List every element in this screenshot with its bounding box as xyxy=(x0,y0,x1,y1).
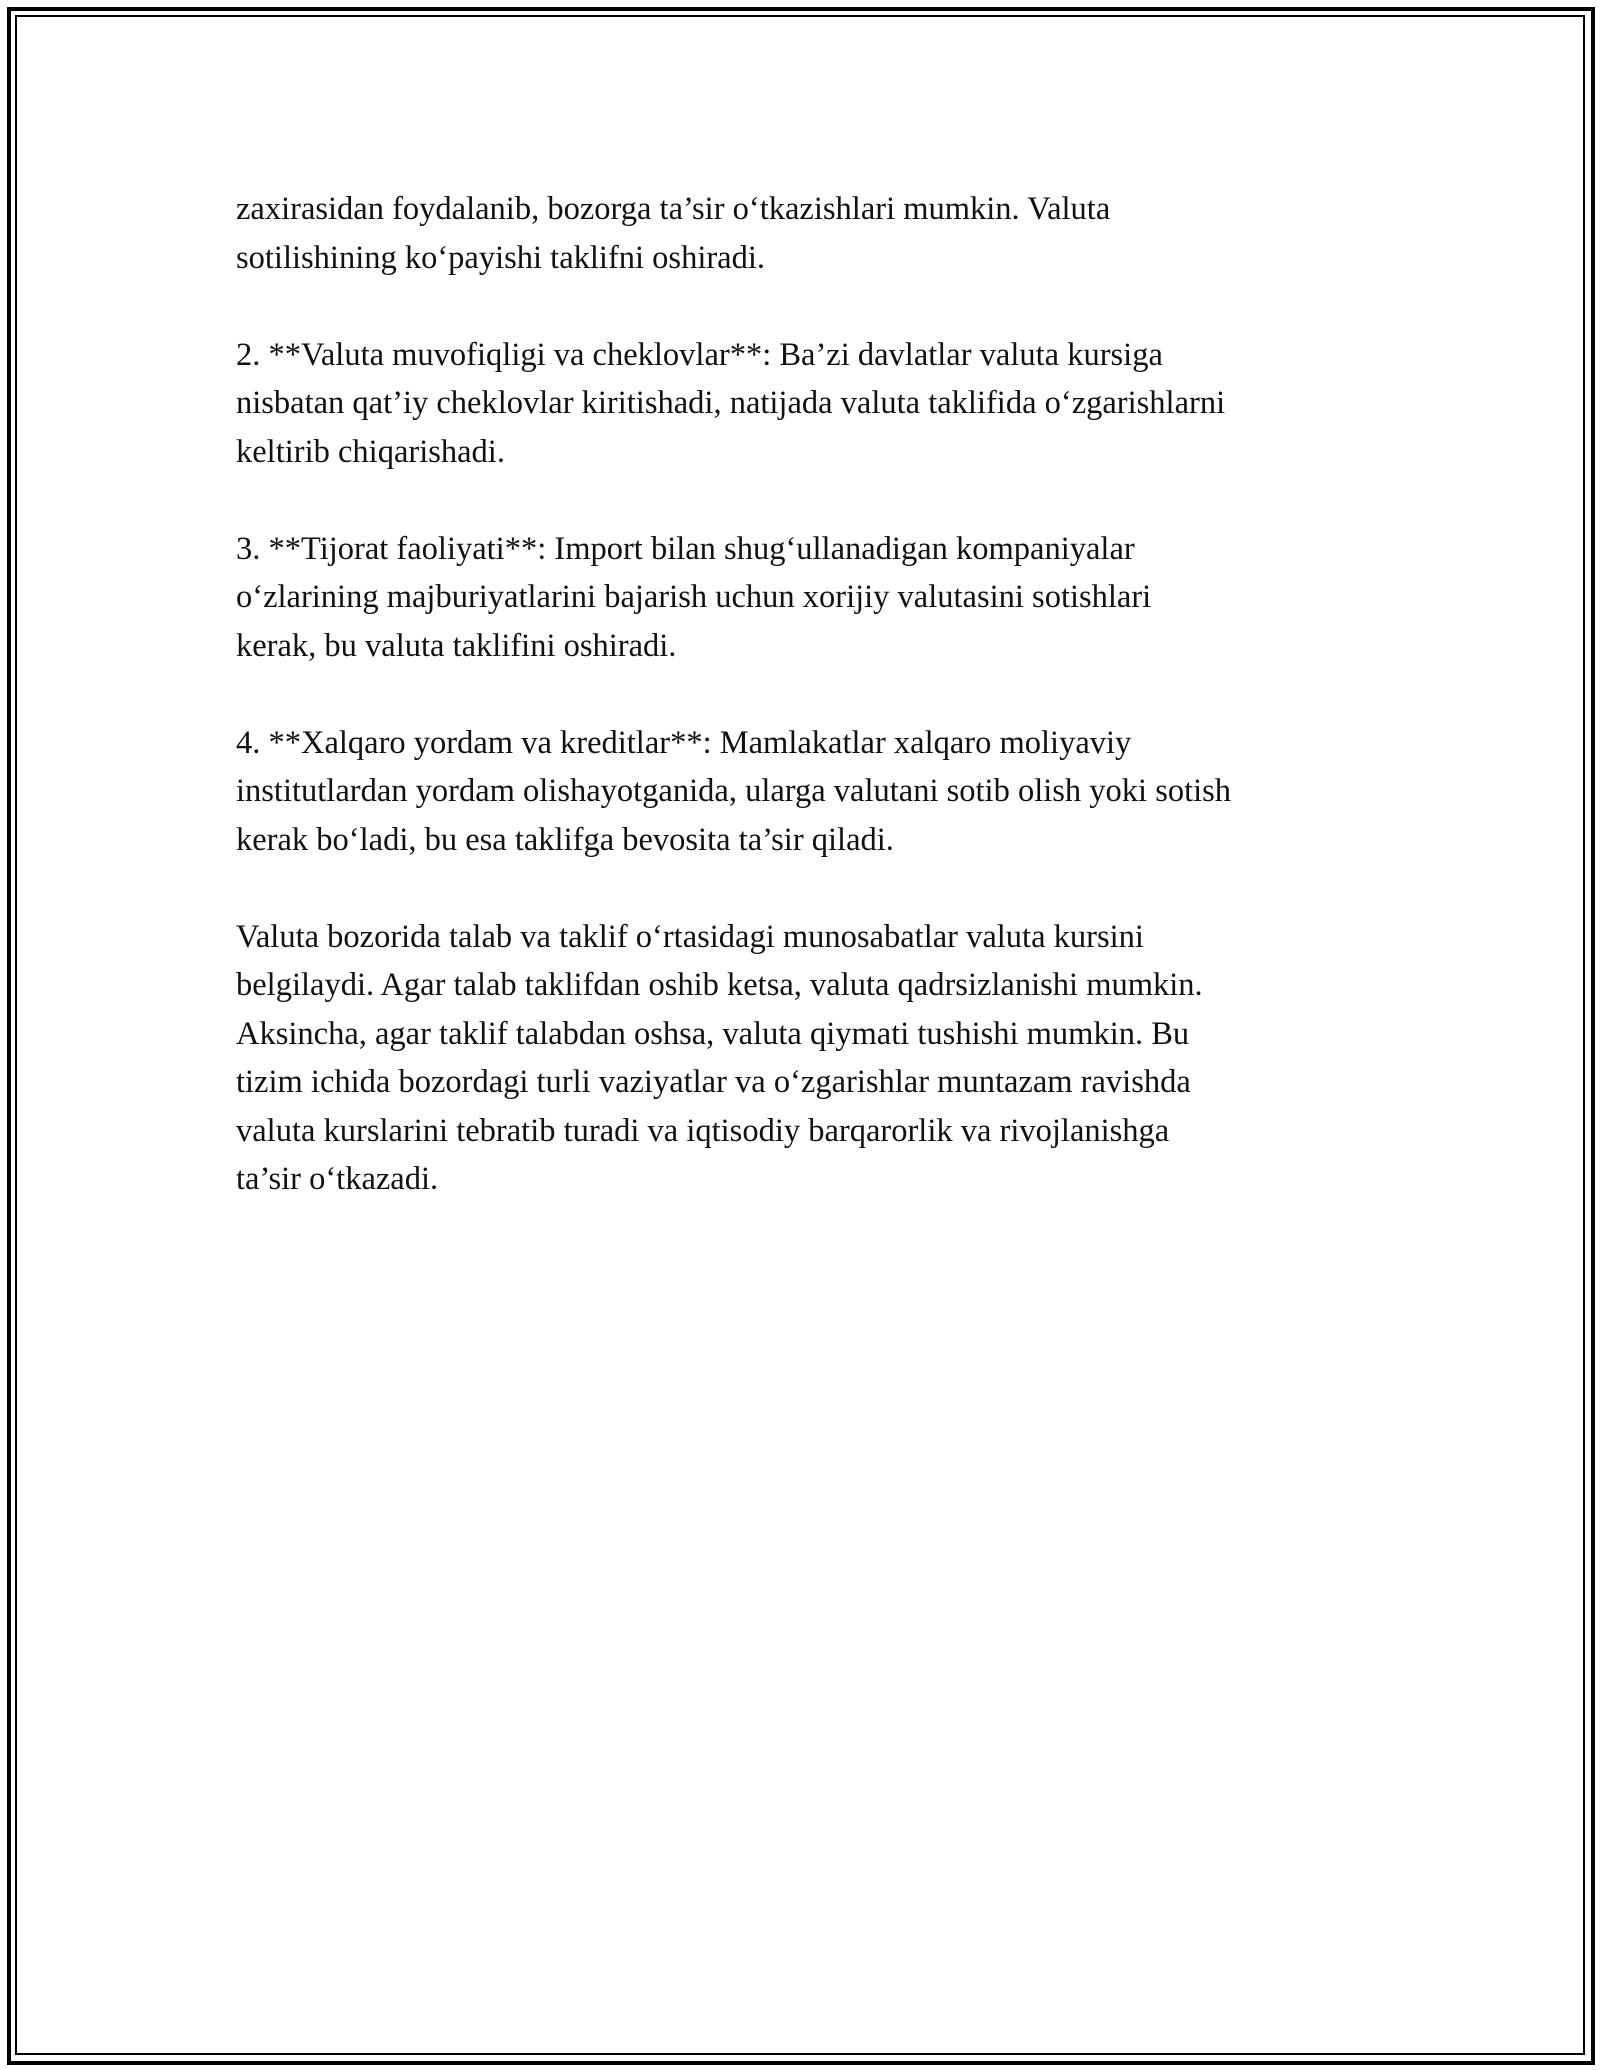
text-line: kerak bo‘ladi, bu esa taklifga bevosita ta’sir qiladi. xyxy=(236,821,894,858)
text-line: valuta kurslarini tebratib turadi va iqtisodiy barqarorlik va rivojlanishga xyxy=(236,1112,1170,1149)
text-line: kerak, bu valuta taklifini oshiradi. xyxy=(236,627,677,664)
text-line: 2. **Valuta muvofiqligi va cheklovlar**: Ba’zi davlatlar valuta kursiga xyxy=(236,336,1163,373)
text-line: Valuta bozorida talab va taklif o‘rtasidagi munosabatlar valuta kursini xyxy=(236,918,1144,955)
text-line: Aksincha, agar taklif talabdan oshsa, valuta qiymati tushishi mumkin. Bu xyxy=(236,1015,1190,1052)
text-line: 4. **Xalqaro yordam va kreditlar**: Mamlakatlar xalqaro moliyaviy xyxy=(236,724,1132,761)
text-line: institutlardan yordam olishayotganida, ularga valutani sotib olish yoki sotish xyxy=(236,773,1232,809)
paragraph-supply-intro xyxy=(236,185,1386,282)
paragraph-item-4 xyxy=(236,719,1386,865)
text-line: sotilishining ko‘payishi taklifni oshiradi. xyxy=(236,239,765,276)
text-line: ta’sir o‘tkazadi. xyxy=(236,1161,439,1197)
text-line: zaxirasidan foydalanib, bozorga ta’sir o‘tkazishlari mumkin. Valuta xyxy=(236,191,1111,227)
text-line: belgilaydi. Agar talab taklifdan oshib ketsa, valuta qadrsizlanishi mumkin. xyxy=(236,967,1203,1003)
paragraph-conclusion xyxy=(236,913,1386,1204)
text-line: o‘zlarining majburiyatlarini bajarish uchun xorijiy valutasini sotishlari xyxy=(236,579,1152,615)
text-line: nisbatan qat’iy cheklovlar kiritishadi, natijada valuta taklifida o‘zgarishlarni xyxy=(236,385,1226,421)
paragraph-item-3 xyxy=(236,525,1386,671)
paragraph-item-2 xyxy=(236,331,1386,477)
text-line: 3. **Tijorat faoliyati**: Import bilan shug‘ullanadigan kompaniyalar xyxy=(236,530,1135,567)
text-line: tizim ichida bozordagi turli vaziyatlar va o‘zgarishlar muntazam ravishda xyxy=(236,1064,1191,1100)
document-body xyxy=(236,185,1386,1252)
text-line: keltirib chiqarishadi. xyxy=(236,433,505,470)
